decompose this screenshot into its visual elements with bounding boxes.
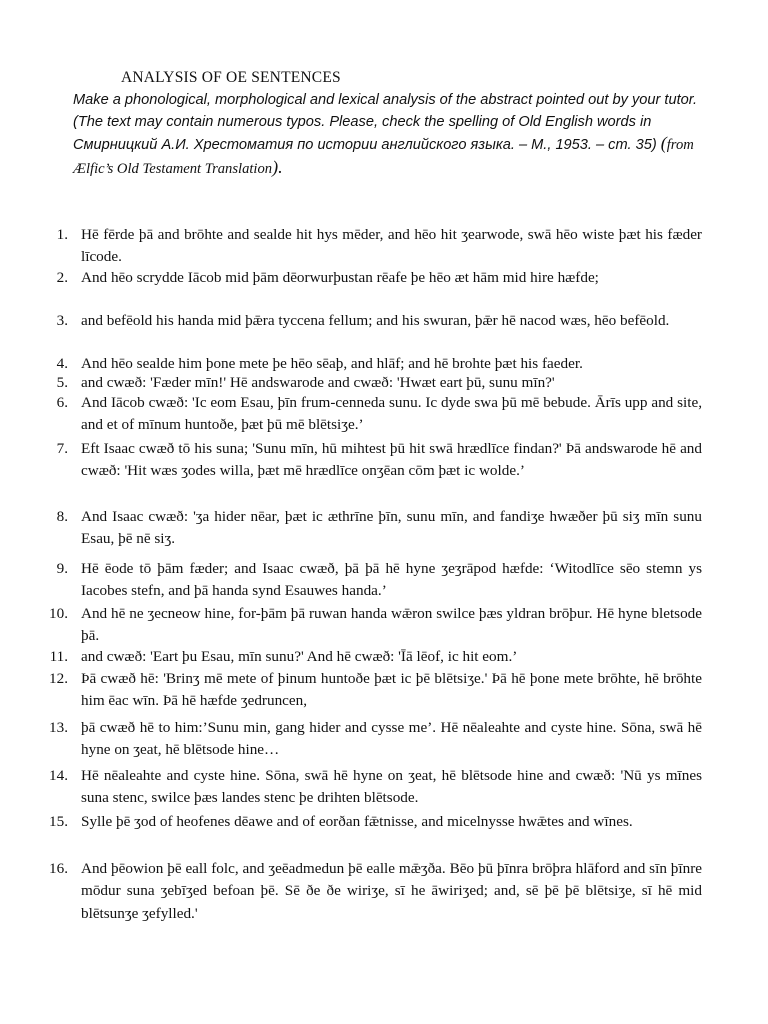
sentence-text: and befēold his handa mid þǣra tyccena fellum; and his swuran, þǣr hē nacod wæs, hēo befēold. bbox=[81, 312, 670, 329]
sentence-number: 10. bbox=[49, 605, 68, 622]
sentence-text: Sylle þē ʒod of heofenes dēawe and of eorðan fǣtnisse, and micelnysse hwǣtes and wīnes. bbox=[81, 813, 633, 830]
sentence-item bbox=[49, 603, 702, 648]
instructions-text: Make a phonological, morphological and lexical analysis of the abstract pointed out by your tutor. (The text may contain numerous typos. Please, check the spelling of Old English words in Смирницкий А.И. Хрестоматия по истории английского языка. – М., 1953. – ст. 35) bbox=[73, 92, 698, 154]
sentence-number: 15. bbox=[49, 813, 68, 830]
sentence-number: 5. bbox=[56, 374, 68, 391]
sentence-number: 4. bbox=[56, 355, 68, 372]
sentence-number: 12. bbox=[49, 670, 68, 687]
sentence-text: And þēowion þē eall folc, and ʒeēadmedun þē ealle mǣʒða. Bēo þū þīnra brōþra hlāford and sīn þīnre mōdur suna ʒebīʒed befoan þē. Sē ðe ðe wiriʒe, sī he āwiriʒed; and, sē þē þē blētsiʒe, sī hē mid blētsunʒe ʒefylled.' bbox=[81, 860, 702, 922]
sentence-text: And Iācob cwæð: 'Ic eom Esau, þīn frum-cenneda sunu. Ic dyde swa þū mē bebude. Ārīs upp and site, and et of mīnum huntoðe, þæt þū mē blētsiʒe.’ bbox=[81, 394, 702, 434]
sentence-text: Hē nēaleahte and cyste hine. Sōna, swā hē hyne on ʒeat, hē blētsode hine and cwæð: 'Nū ys mīnes suna stenc, swilce þæs landes stenc þe drihten blētsode. bbox=[81, 767, 702, 807]
sentence-item bbox=[56, 267, 702, 289]
sentence-text: and cwæð: 'Eart þu Esau, mīn sunu?' And hē cwæð: 'Īā lēof, ic hit eom.’ bbox=[81, 648, 518, 665]
sentence-item bbox=[56, 558, 702, 603]
sentence-text: þā cwæð hē to him:’Sunu min, gang hider and cysse me’. Hē nēaleahte and cyste hine. Sōna, swā hē hyne on ʒeat, hē blētsode hine… bbox=[81, 719, 702, 759]
sentence-number: 8. bbox=[56, 508, 68, 525]
source-text: from Ælfic’s Old Testament Translation bbox=[73, 137, 694, 177]
sentence-item bbox=[56, 224, 702, 269]
sentence-item bbox=[56, 310, 702, 332]
sentence-item bbox=[49, 717, 702, 762]
source-open-paren: ( bbox=[660, 133, 667, 154]
sentence-text: And hēo sealde him þone mete þe hēo sēaþ, and hlāf; and hē brohte þæt his faeder. bbox=[81, 355, 583, 372]
sentence-number: 9. bbox=[56, 560, 68, 577]
document-title: ANALYSIS OF OE SENTENCES bbox=[121, 69, 341, 86]
sentence-item bbox=[56, 392, 702, 437]
sentence-item bbox=[49, 858, 702, 925]
sentence-text: And hēo scrydde Iācob mid þām dēorwurþustan rēafe þe hēo æt hām mid hire hæfde; bbox=[81, 269, 599, 286]
sentence-text: Hē ēode tō þām fæder; and Isaac cwæð, þā þā hē hyne ʒeʒrāpod hæfde: ‘Witodlīce sēo stemn ys Iacobes stefn, and þā handa synd Esauwes handa.’ bbox=[81, 560, 702, 600]
sentence-item bbox=[56, 506, 702, 551]
sentence-number: 3. bbox=[56, 312, 68, 329]
instructions-paragraph bbox=[73, 90, 713, 180]
sentence-item bbox=[49, 765, 702, 810]
sentence-number: 2. bbox=[56, 269, 68, 286]
sentence-number: 16. bbox=[49, 860, 68, 877]
sentence-item bbox=[49, 668, 702, 713]
sentence-item bbox=[49, 646, 702, 668]
sentence-text: Eft Isaac cwæð tō his suna; 'Sunu mīn, hū mihtest þū hit swā hrædlīce findan?' Þā andswarode hē and cwæð: 'Hit wæs ʒodes willa, þæt mē hrædlīce onʒēan cōm þæt ic wolde.’ bbox=[81, 440, 702, 480]
sentence-text: Þā cwæð hē: 'Brinʒ mē mete of þinum huntoðe þæt ic þē blētsiʒe.' Þā hē þone mete brōhte, hē brōhte him ēac wīn. Þā hē hæfde ʒedruncen, bbox=[81, 670, 702, 710]
sentence-text: Hē fērde þā and brōhte and sealde hit hys mēder, and hēo hit ʒearwode, swā hēo wiste þæt his fæder līcode. bbox=[81, 226, 702, 266]
sentence-number: 1. bbox=[56, 226, 68, 243]
sentence-text: and cwæð: 'Fæder mīn!' Hē andswarode and cwæð: 'Hwæt eart þū, sunu mīn?' bbox=[81, 374, 555, 391]
sentence-number: 6. bbox=[56, 394, 68, 411]
sentence-number: 14. bbox=[49, 767, 68, 784]
sentence-text: And Isaac cwæð: 'ʒa hider nēar, þæt ic æthrīne þīn, sunu mīn, and fandiʒe hwæðer þū siʒ mīn sunu Esau, þē nē siʒ. bbox=[81, 508, 702, 548]
source-close-paren: ). bbox=[272, 156, 283, 177]
sentence-text: And hē ne ʒecneow hine, for-þām þā ruwan handa wǣron swilce þæs yldran brōþur. Hē hyne bletsode þā. bbox=[81, 605, 702, 645]
sentence-item bbox=[49, 811, 702, 833]
sentence-number: 7. bbox=[56, 440, 68, 457]
sentence-item bbox=[56, 438, 702, 483]
sentence-number: 13. bbox=[49, 719, 68, 736]
sentence-number: 11. bbox=[49, 648, 68, 665]
